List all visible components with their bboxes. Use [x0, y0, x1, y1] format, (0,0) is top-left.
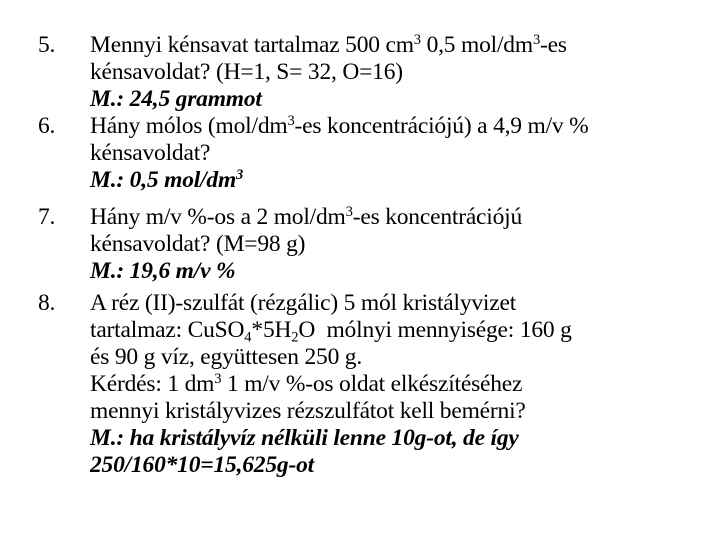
answer-text: M.: 19,6 m/v % — [90, 258, 236, 284]
question-text-line: kénsavoldat? (M=98 g) — [90, 231, 306, 257]
answer-text: 250/160*10=15,625g-ot — [90, 452, 314, 478]
question-text-line: A réz (II)-szulfát (rézgálic) 5 mól kristályvizet — [90, 290, 517, 316]
answer-text: M.: ha kristályvíz nélküli lenne 10g-ot, de így — [90, 425, 519, 451]
question-text-line: tartalmaz: $CuSO_4*5H_2O$ mólnyi mennyisége: 160 g — [90, 317, 572, 346]
question-body — [90, 113, 710, 194]
question-number: 8. — [38, 290, 56, 316]
question-text-line: kénsavoldat? (H=1, S= 32, O=16) — [90, 59, 403, 85]
question-text-line: Hány mólos ($mol/dm^3-es$ koncentrációjú) a 4,9 m/v % — [90, 113, 589, 139]
answer-text: M.: 24,5 grammot — [90, 86, 262, 112]
question-text-line: Hány m/v %-os a 2 mol/$dm^3-es$ koncentrációjú — [90, 204, 523, 230]
answer-text: M.: 0,5 mol/$dm^3$ — [90, 167, 244, 193]
question-body — [90, 290, 710, 479]
question-text-line: Mennyi kénsavat tartalmaz 500 $cm^3$ 0,5 mol/$dm^3-es$ — [90, 32, 567, 58]
question-body — [90, 204, 710, 285]
question-body — [90, 32, 710, 113]
question-number: 7. — [38, 204, 56, 230]
question-text-line: Kérdés: 1 $dm^3$ 1 m/v %-os oldat elkészítéséhez — [90, 371, 523, 397]
question-text-line: és 90 g víz, együttesen 250 g. — [90, 344, 363, 370]
question-number: 5. — [38, 32, 56, 58]
question-text-line: mennyi kristályvizes rézszulfátot kell bemérni? — [90, 398, 526, 424]
question-text-line: kénsavoldat? — [90, 140, 211, 166]
question-number: 6. — [38, 113, 56, 139]
